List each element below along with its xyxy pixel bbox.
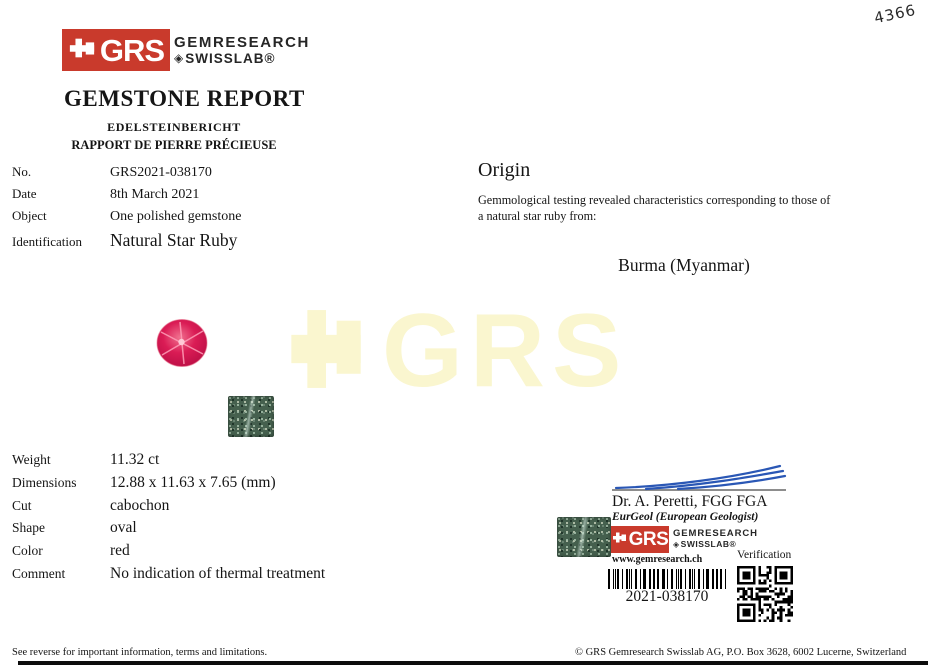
footer-disclaimer: See reverse for important information, terms and limitations. xyxy=(12,647,268,658)
hologram-sticker-verification xyxy=(557,517,611,557)
dimensions-value: 12.88 x 11.63 x 7.65 (mm) xyxy=(110,473,276,491)
diamond-icon: ◈ xyxy=(673,540,680,550)
swisslab-label: SWISSLAB® xyxy=(185,50,276,66)
property-row-comment xyxy=(12,565,325,588)
property-row-color xyxy=(12,542,325,565)
barcode-number: 2021-038170 xyxy=(625,588,709,605)
gemresearch-label: GEMRESEARCH xyxy=(673,528,758,540)
field-row-no xyxy=(12,164,241,186)
signature-line xyxy=(612,489,786,491)
signatory-title: EurGeol (European Geologist) xyxy=(612,511,759,523)
grs-logo-red-box-small xyxy=(611,526,669,553)
signatory-name: Dr. A. Peretti, FGG FGA xyxy=(612,493,768,510)
origin-description: Gemmological testing revealed characteristics corresponding to those of a natural star ruby from: xyxy=(478,193,831,224)
verification-label: Verification xyxy=(737,549,792,561)
swiss-cross-flag-icon xyxy=(68,36,96,65)
field-label: No. xyxy=(12,164,32,179)
scan-edge-bar xyxy=(18,661,928,665)
cut-value: cabochon xyxy=(110,496,170,514)
hologram-sticker-photo-area xyxy=(228,396,274,437)
field-label: Identification xyxy=(12,234,83,249)
report-number: GRS2021-038170 xyxy=(110,165,212,180)
website-url: www.gemresearch.ch xyxy=(612,554,703,565)
property-label: Comment xyxy=(12,565,66,581)
grs-logo-wordmark xyxy=(174,34,310,67)
signature-block xyxy=(612,463,792,523)
property-row-shape xyxy=(12,519,325,542)
field-label: Object xyxy=(12,208,47,223)
property-label: Dimensions xyxy=(12,474,77,490)
color-value: red xyxy=(110,542,130,560)
report-subtitle-french: RAPPORT DE PIERRE PRÉCIEUSE xyxy=(71,138,277,152)
swiss-cross-flag-icon xyxy=(612,531,627,549)
grs-logo-red-box xyxy=(62,29,170,71)
property-label: Cut xyxy=(12,497,32,513)
grs-logo-footer xyxy=(611,526,758,553)
origin-value: Burma (Myanmar) xyxy=(618,255,750,276)
property-row-dimensions xyxy=(12,474,325,497)
footer-copyright: © GRS Gemresearch Swisslab AG, P.O. Box 3628, 6002 Lucerne, Switzerland xyxy=(575,647,907,658)
qr-code xyxy=(737,566,793,622)
diamond-icon: ◈ xyxy=(174,50,185,65)
property-row-weight xyxy=(12,451,325,474)
grs-watermark xyxy=(286,293,629,409)
weight-value: 11.32 ct xyxy=(110,451,160,468)
report-date: 8th March 2021 xyxy=(110,187,200,202)
grs-acronym: GRS xyxy=(628,529,669,550)
handwritten-number: 4366 xyxy=(872,0,918,28)
property-label: Shape xyxy=(12,520,45,536)
signature-strokes xyxy=(612,463,788,491)
property-label: Weight xyxy=(12,452,51,467)
star-ruby-photo xyxy=(155,318,209,373)
origin-section xyxy=(478,159,832,276)
report-subtitle-german: EDELSTEINBERICHT xyxy=(107,120,241,134)
report-object: One polished gemstone xyxy=(110,209,242,224)
grs-logo-wordmark-small xyxy=(673,529,758,550)
grs-acronym: GRS xyxy=(99,32,165,68)
field-row-object xyxy=(12,208,241,230)
field-label: Date xyxy=(12,186,37,201)
field-row-date xyxy=(12,186,241,208)
barcode xyxy=(608,569,726,589)
shape-value: oval xyxy=(110,519,137,537)
swisslab-label: SWISSLAB® xyxy=(680,539,737,550)
origin-heading: Origin xyxy=(478,159,531,181)
comment-value: No indication of thermal treatment xyxy=(110,564,326,582)
title-block xyxy=(64,86,305,153)
report-title: GEMSTONE REPORT xyxy=(64,86,305,111)
watermark-cross-icon xyxy=(286,303,366,400)
watermark-text: GRS xyxy=(382,293,629,409)
property-label: Color xyxy=(12,543,43,559)
property-row-cut xyxy=(12,497,325,520)
gemresearch-label: GEMRESEARCH xyxy=(174,33,310,51)
report-fields xyxy=(12,164,241,256)
grs-logo-header xyxy=(62,29,310,71)
gem-properties xyxy=(12,451,325,588)
identification-value: Natural Star Ruby xyxy=(110,230,238,250)
field-row-identification xyxy=(12,230,241,256)
